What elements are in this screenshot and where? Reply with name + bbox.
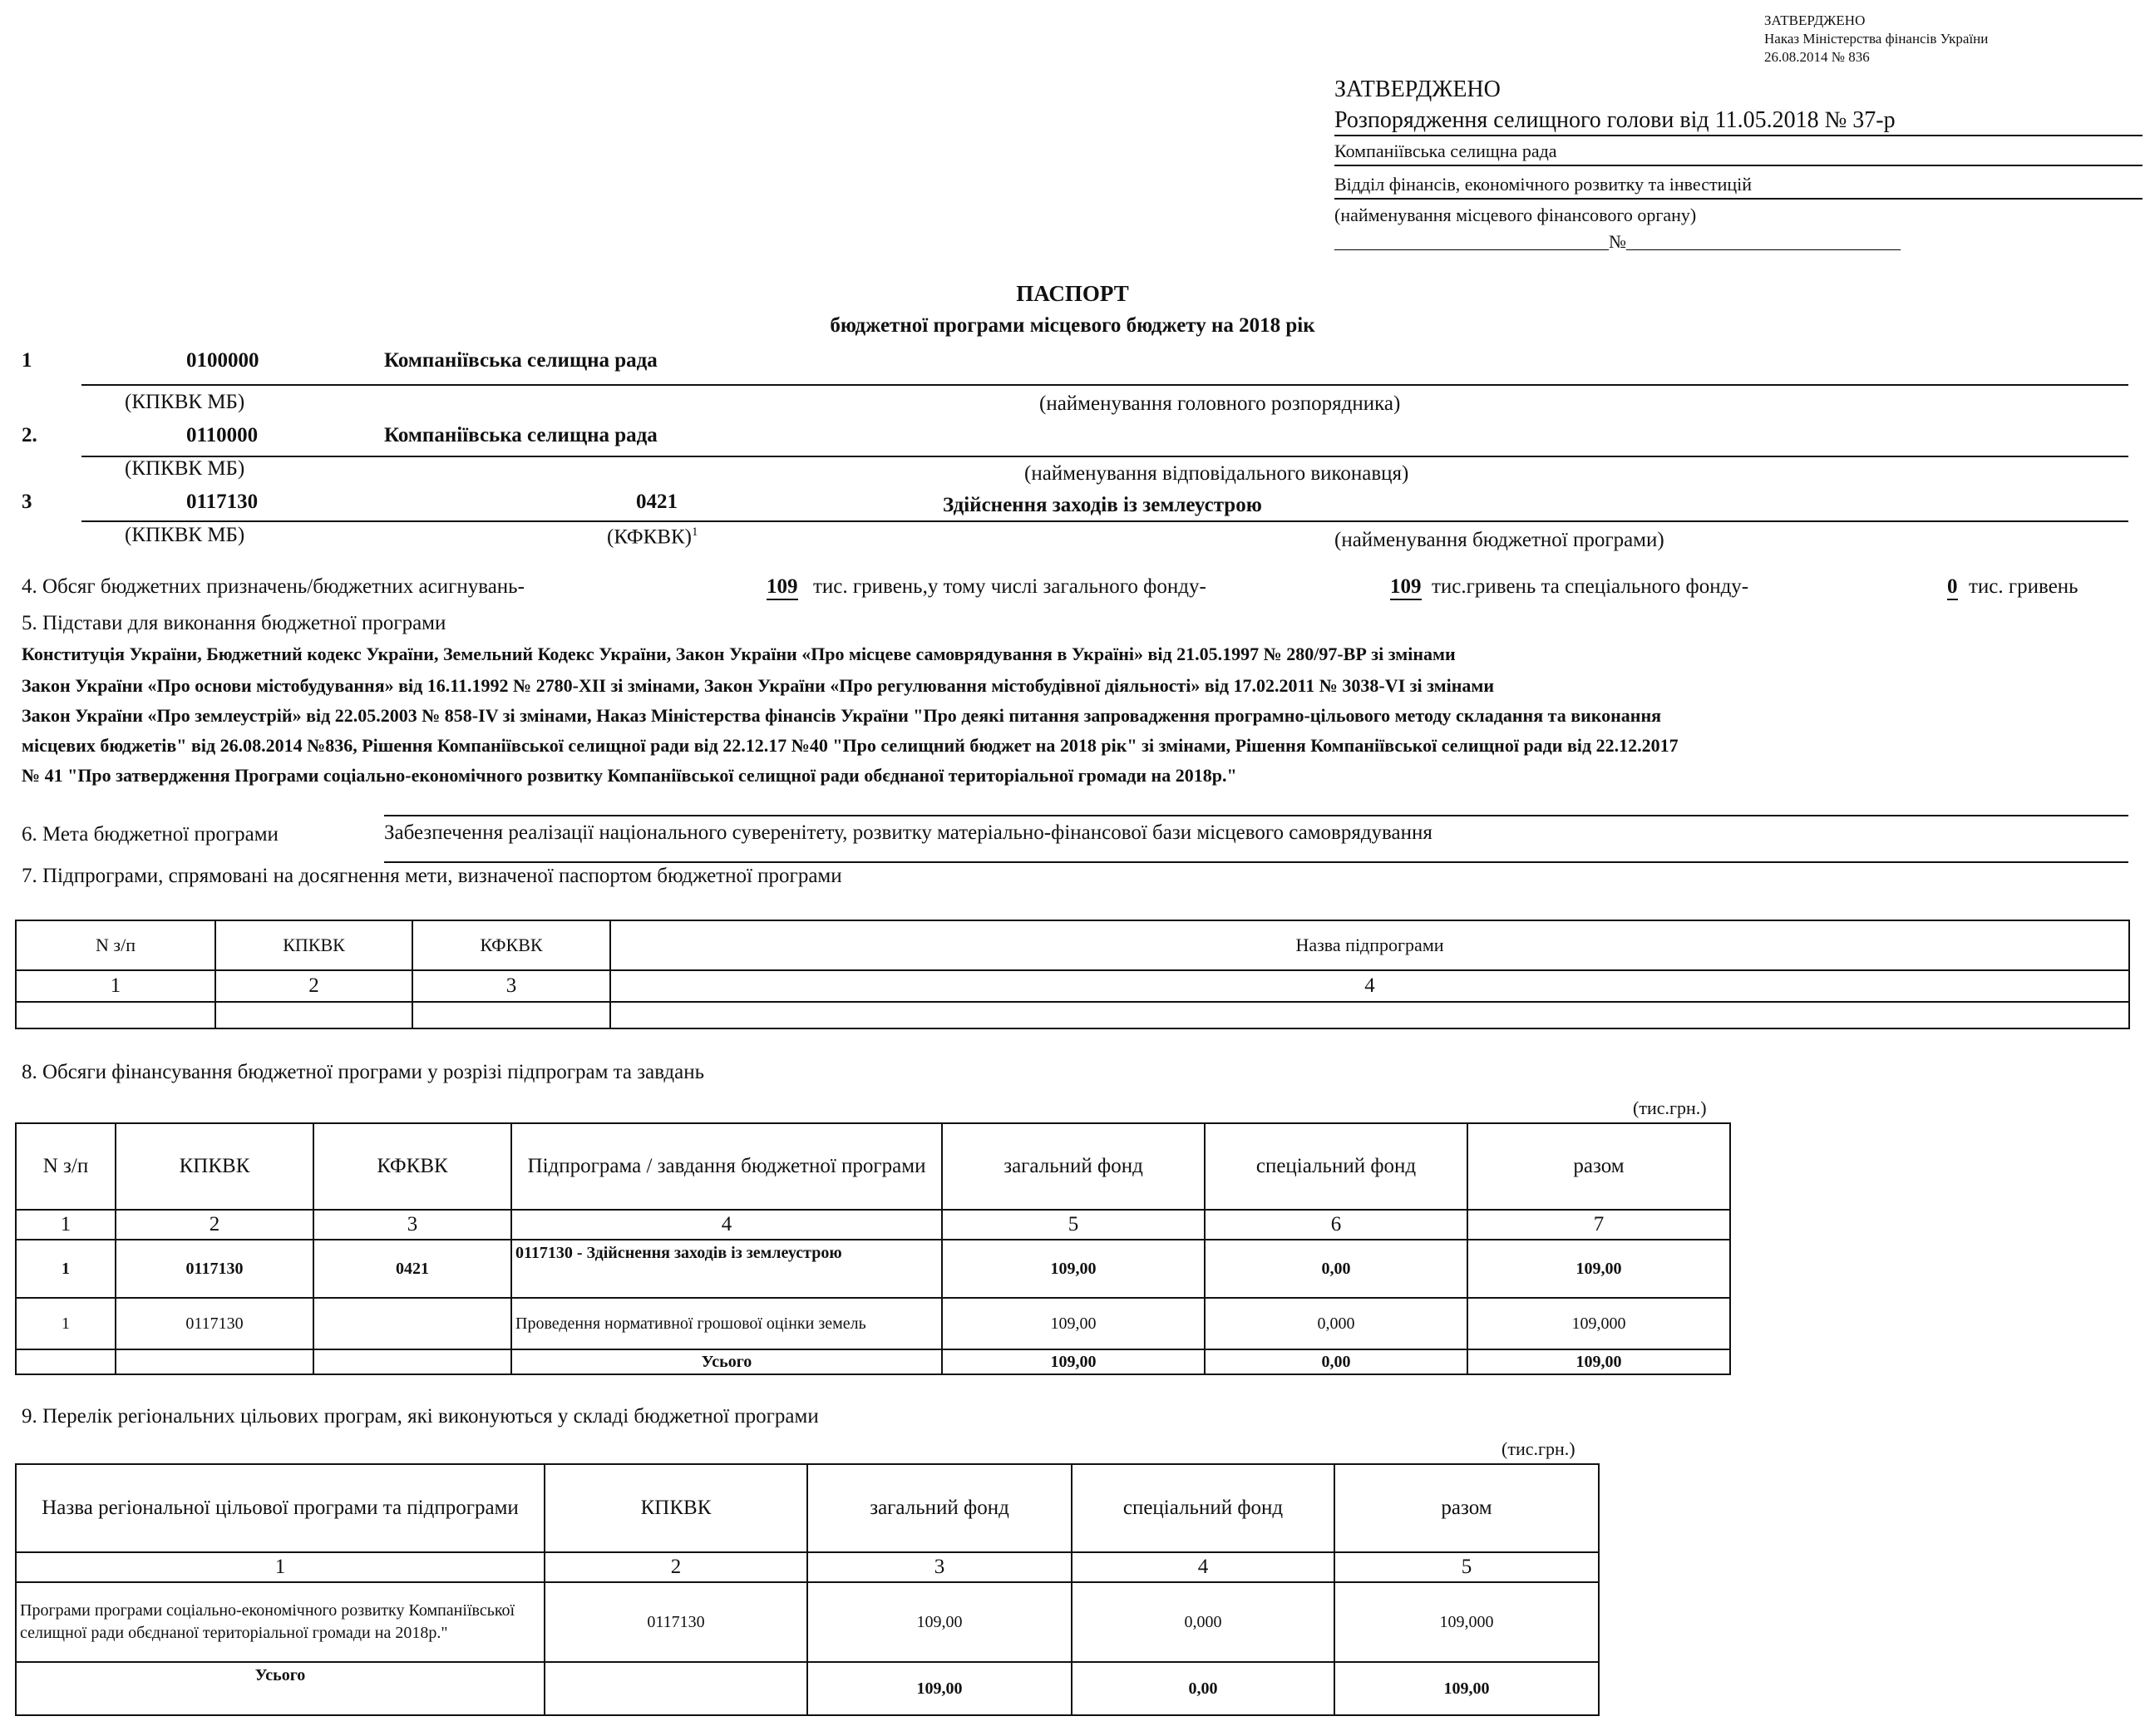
t8-r2-sum: 109,000	[1467, 1298, 1730, 1349]
item7-label: 7. Підпрограми, спрямовані на досягнення мети, визначеної паспортом бюджетної програми	[22, 865, 842, 887]
t7-empty-cell	[215, 1002, 412, 1028]
t8-colnum-2: 2	[116, 1210, 313, 1240]
t7-header-name: Назва підпрограми	[610, 920, 2129, 970]
t8-r2-special: 0,000	[1205, 1298, 1467, 1349]
row1-code: 0100000	[186, 349, 259, 372]
t9-total-label: Усього	[16, 1662, 545, 1715]
t9-r1-general: 109,00	[807, 1582, 1072, 1662]
t9-r1-name: Програми програми соціально-економічного розвитку Компаніївської селищної ради обєднаної територіальної громади на 2018р."	[16, 1582, 545, 1662]
approval-order: Розпорядження селищного голови від 11.05.2018 № 37-р	[1334, 106, 2143, 136]
item4-text2: тис.гривень та спеціального фонду-	[1432, 575, 1749, 598]
item8-label: 8. Обсяги фінансування бюджетної програми у розрізі підпрограм та завдань	[22, 1061, 704, 1083]
item4-total: 109	[767, 575, 798, 600]
row3-name-caption: (найменування бюджетної програми)	[1334, 529, 1664, 551]
item5-line-4: місцевих бюджетів" від 26.08.2014 №836, Рішення Компаніївської селищної ради від 22.12.17 №40 "Про селищний бюджет на 2018 рік" зі змінами, Рішення Компаніївської селищної ради від 22.12.2017	[22, 735, 1679, 756]
row1-name-caption: (найменування головного розпорядника)	[1039, 392, 1401, 415]
t8-total-sum: 109,00	[1467, 1349, 1730, 1374]
t8-r2-kfkvk	[313, 1298, 511, 1349]
approval-dept: Відділ фінансів, економічного розвитку та інвестицій	[1334, 171, 2143, 200]
t8-r2-general: 109,00	[942, 1298, 1205, 1349]
t8-header-task: Підпрограма / завдання бюджетної програми	[511, 1123, 942, 1210]
top-approval-title: ЗАТВЕРДЖЕНО	[1764, 12, 1866, 28]
t8-total-empty	[16, 1349, 116, 1374]
row3-kfkvk-caption	[607, 525, 698, 549]
item4-special: 0	[1947, 575, 1958, 600]
t8-r2-num: 1	[16, 1298, 116, 1349]
t7-colnum-1: 1	[16, 970, 215, 1002]
regional-programs-table	[15, 1463, 1600, 1716]
t9-total-general: 109,00	[807, 1662, 1072, 1715]
row2-rule	[81, 456, 2128, 457]
t9-header-kpkvk: КПКВК	[545, 1464, 807, 1552]
row3-code-caption: (КПКВК МБ)	[125, 524, 245, 546]
t9-header-general: загальний фонд	[807, 1464, 1072, 1552]
item4-label: 4. Обсяг бюджетних призначень/бюджетних асигнувань-	[22, 575, 525, 598]
t9-colnum-1: 1	[16, 1552, 545, 1582]
item6-rule-top	[384, 815, 2128, 816]
t8-header-kfkvk: КФКВК	[313, 1123, 511, 1210]
item4-text3: тис. гривень	[1969, 575, 2078, 598]
t9-colnum-2: 2	[545, 1552, 807, 1582]
row3-num: 3	[22, 491, 32, 513]
item9-label: 9. Перелік регіональних цільових програм, які виконуються у складі бюджетної програми	[22, 1405, 819, 1428]
row3-kfkvk-caption-text: (КФКВК)	[607, 525, 693, 549]
t7-colnum-2: 2	[215, 970, 412, 1002]
approval-number-line: ______________________________№______________________________	[1334, 231, 1901, 252]
t9-colnum-3: 3	[807, 1552, 1072, 1582]
t9-header-name: Назва регіональної цільової програми та підпрограми	[16, 1464, 545, 1552]
row2-num: 2.	[22, 424, 37, 446]
t9-r1-kpkvk: 0117130	[545, 1582, 807, 1662]
t8-r1-sum: 109,00	[1467, 1240, 1730, 1298]
subprograms-table	[15, 920, 2130, 1029]
t8-r1-task: 0117130 - Здійснення заходів із землеустрою	[511, 1240, 942, 1298]
t8-header-sum: разом	[1467, 1123, 1730, 1210]
t8-r2-task: Проведення нормативної грошової оцінки земель	[511, 1298, 942, 1349]
t8-r1-num: 1	[16, 1240, 116, 1298]
item5-line-1: Конституція України, Бюджетний кодекс України, Земельний Кодекс України, Закон України «Про місцеве самоврядування в Україні» від 21.05.1997 № 280/97-ВР зі змінами	[22, 644, 1456, 664]
item8-unit: (тис.грн.)	[1633, 1097, 1707, 1118]
t8-colnum-1: 1	[16, 1210, 116, 1240]
approval-org: Компаніївська селищна рада	[1334, 138, 2143, 166]
approval-title: ЗАТВЕРДЖЕНО	[1334, 76, 1501, 102]
top-approval	[1764, 12, 1988, 67]
t9-r1-sum: 109,000	[1334, 1582, 1599, 1662]
t7-header-num: N з/п	[16, 920, 215, 970]
item4-text1: тис. гривень,у тому числі загального фонду-	[813, 575, 1206, 598]
row3-kfkvk: 0421	[636, 491, 678, 513]
doc-subtitle: бюджетної програми місцевого бюджету на 2018 рік	[830, 314, 1315, 337]
item6-text: Забезпечення реалізації національного суверенітету, розвитку матеріально-фінансової бази місцевого самоврядування	[384, 821, 1432, 844]
item5-line-2: Закон України «Про основи містобудування» від 16.11.1992 № 2780-XII зі змінами, Закон України «Про регулювання містобудівної діяльності» від 17.02.2011 № 3038-VI зі змінами	[22, 675, 1495, 696]
table-row	[16, 1240, 1730, 1298]
t8-colnum-4: 4	[511, 1210, 942, 1240]
item6-label: 6. Мета бюджетної програми	[22, 823, 279, 846]
t8-total-special: 0,00	[1205, 1349, 1467, 1374]
row3-rule	[81, 520, 2128, 522]
t8-colnum-6: 6	[1205, 1210, 1467, 1240]
t9-r1-special: 0,000	[1072, 1582, 1334, 1662]
t8-colnum-7: 7	[1467, 1210, 1730, 1240]
t8-r1-special: 0,00	[1205, 1240, 1467, 1298]
row2-name-caption: (найменування відповідального виконавця)	[1024, 462, 1409, 485]
row1-num: 1	[22, 349, 32, 372]
item5-line-3: Закон України «Про землеустрій» від 22.05.2003 № 858-IV зі змінами, Наказ Міністерства фінансів України "Про деякі питання запровадження програмно-цільового методу складання та виконання	[22, 705, 1662, 726]
row1-rule	[81, 384, 2128, 386]
t9-total-sum: 109,00	[1334, 1662, 1599, 1715]
t8-total-row	[16, 1349, 1730, 1374]
t8-colnum-5: 5	[942, 1210, 1205, 1240]
t9-colnum-4: 4	[1072, 1552, 1334, 1582]
row2-code: 0110000	[186, 424, 259, 446]
top-approval-line1: Наказ Міністерства фінансів України	[1764, 31, 1989, 47]
row1-name: Компаніївська селищна рада	[384, 349, 658, 372]
item9-unit: (тис.грн.)	[1502, 1438, 1575, 1459]
t8-total-empty	[313, 1349, 511, 1374]
top-approval-line2: 26.08.2014 № 836	[1764, 49, 1870, 65]
row2-name: Компаніївська селищна рада	[384, 424, 658, 446]
t7-header-kfkvk: КФКВК	[412, 920, 610, 970]
t8-total-general: 109,00	[942, 1349, 1205, 1374]
t7-header-kpkvk: КПКВК	[215, 920, 412, 970]
t8-r1-kfkvk: 0421	[313, 1240, 511, 1298]
item4-general: 109	[1390, 575, 1422, 600]
t7-colnum-4: 4	[610, 970, 2129, 1002]
t9-header-special: спеціальний фонд	[1072, 1464, 1334, 1552]
t7-empty-cell	[412, 1002, 610, 1028]
t9-total-empty	[545, 1662, 807, 1715]
item5-line-5: № 41 "Про затвердження Програми соціально-економічного розвитку Компаніївської селищної ради обєднаної територіальної громади на 2018р."	[22, 765, 1237, 786]
row2-code-caption: (КПКВК МБ)	[125, 457, 245, 480]
row1-code-caption: (КПКВК МБ)	[125, 391, 245, 413]
row3-code: 0117130	[186, 491, 259, 513]
row3-name: Здійснення заходів із землеустрою	[943, 494, 1262, 516]
t8-header-general: загальний фонд	[942, 1123, 1205, 1210]
t9-colnum-5: 5	[1334, 1552, 1599, 1582]
doc-title: ПАСПОРТ	[1016, 281, 1129, 306]
t7-colnum-3: 3	[412, 970, 610, 1002]
t8-r2-kpkvk: 0117130	[116, 1298, 313, 1349]
t8-header-num: N з/п	[16, 1123, 116, 1210]
item5-label: 5. Підстави для виконання бюджетної програми	[22, 612, 446, 634]
approval-caption: (найменування місцевого фінансового органу)	[1334, 205, 1697, 225]
t9-total-row	[16, 1662, 1599, 1715]
t8-header-kpkvk: КПКВК	[116, 1123, 313, 1210]
t7-empty-cell	[610, 1002, 2129, 1028]
t8-r1-kpkvk: 0117130	[116, 1240, 313, 1298]
table-row	[16, 1298, 1730, 1349]
t9-header-sum: разом	[1334, 1464, 1599, 1552]
t7-empty-cell	[16, 1002, 215, 1028]
row3-kfkvk-footnote: 1	[692, 525, 698, 539]
t8-r1-general: 109,00	[942, 1240, 1205, 1298]
t8-total-empty	[116, 1349, 313, 1374]
t9-total-special: 0,00	[1072, 1662, 1334, 1715]
t8-colnum-3: 3	[313, 1210, 511, 1240]
t8-total-label: Усього	[511, 1349, 942, 1374]
t8-header-special: спеціальний фонд	[1205, 1123, 1467, 1210]
item6-rule-bottom	[384, 861, 2128, 863]
financing-table	[15, 1122, 1731, 1375]
table-row	[16, 1582, 1599, 1662]
